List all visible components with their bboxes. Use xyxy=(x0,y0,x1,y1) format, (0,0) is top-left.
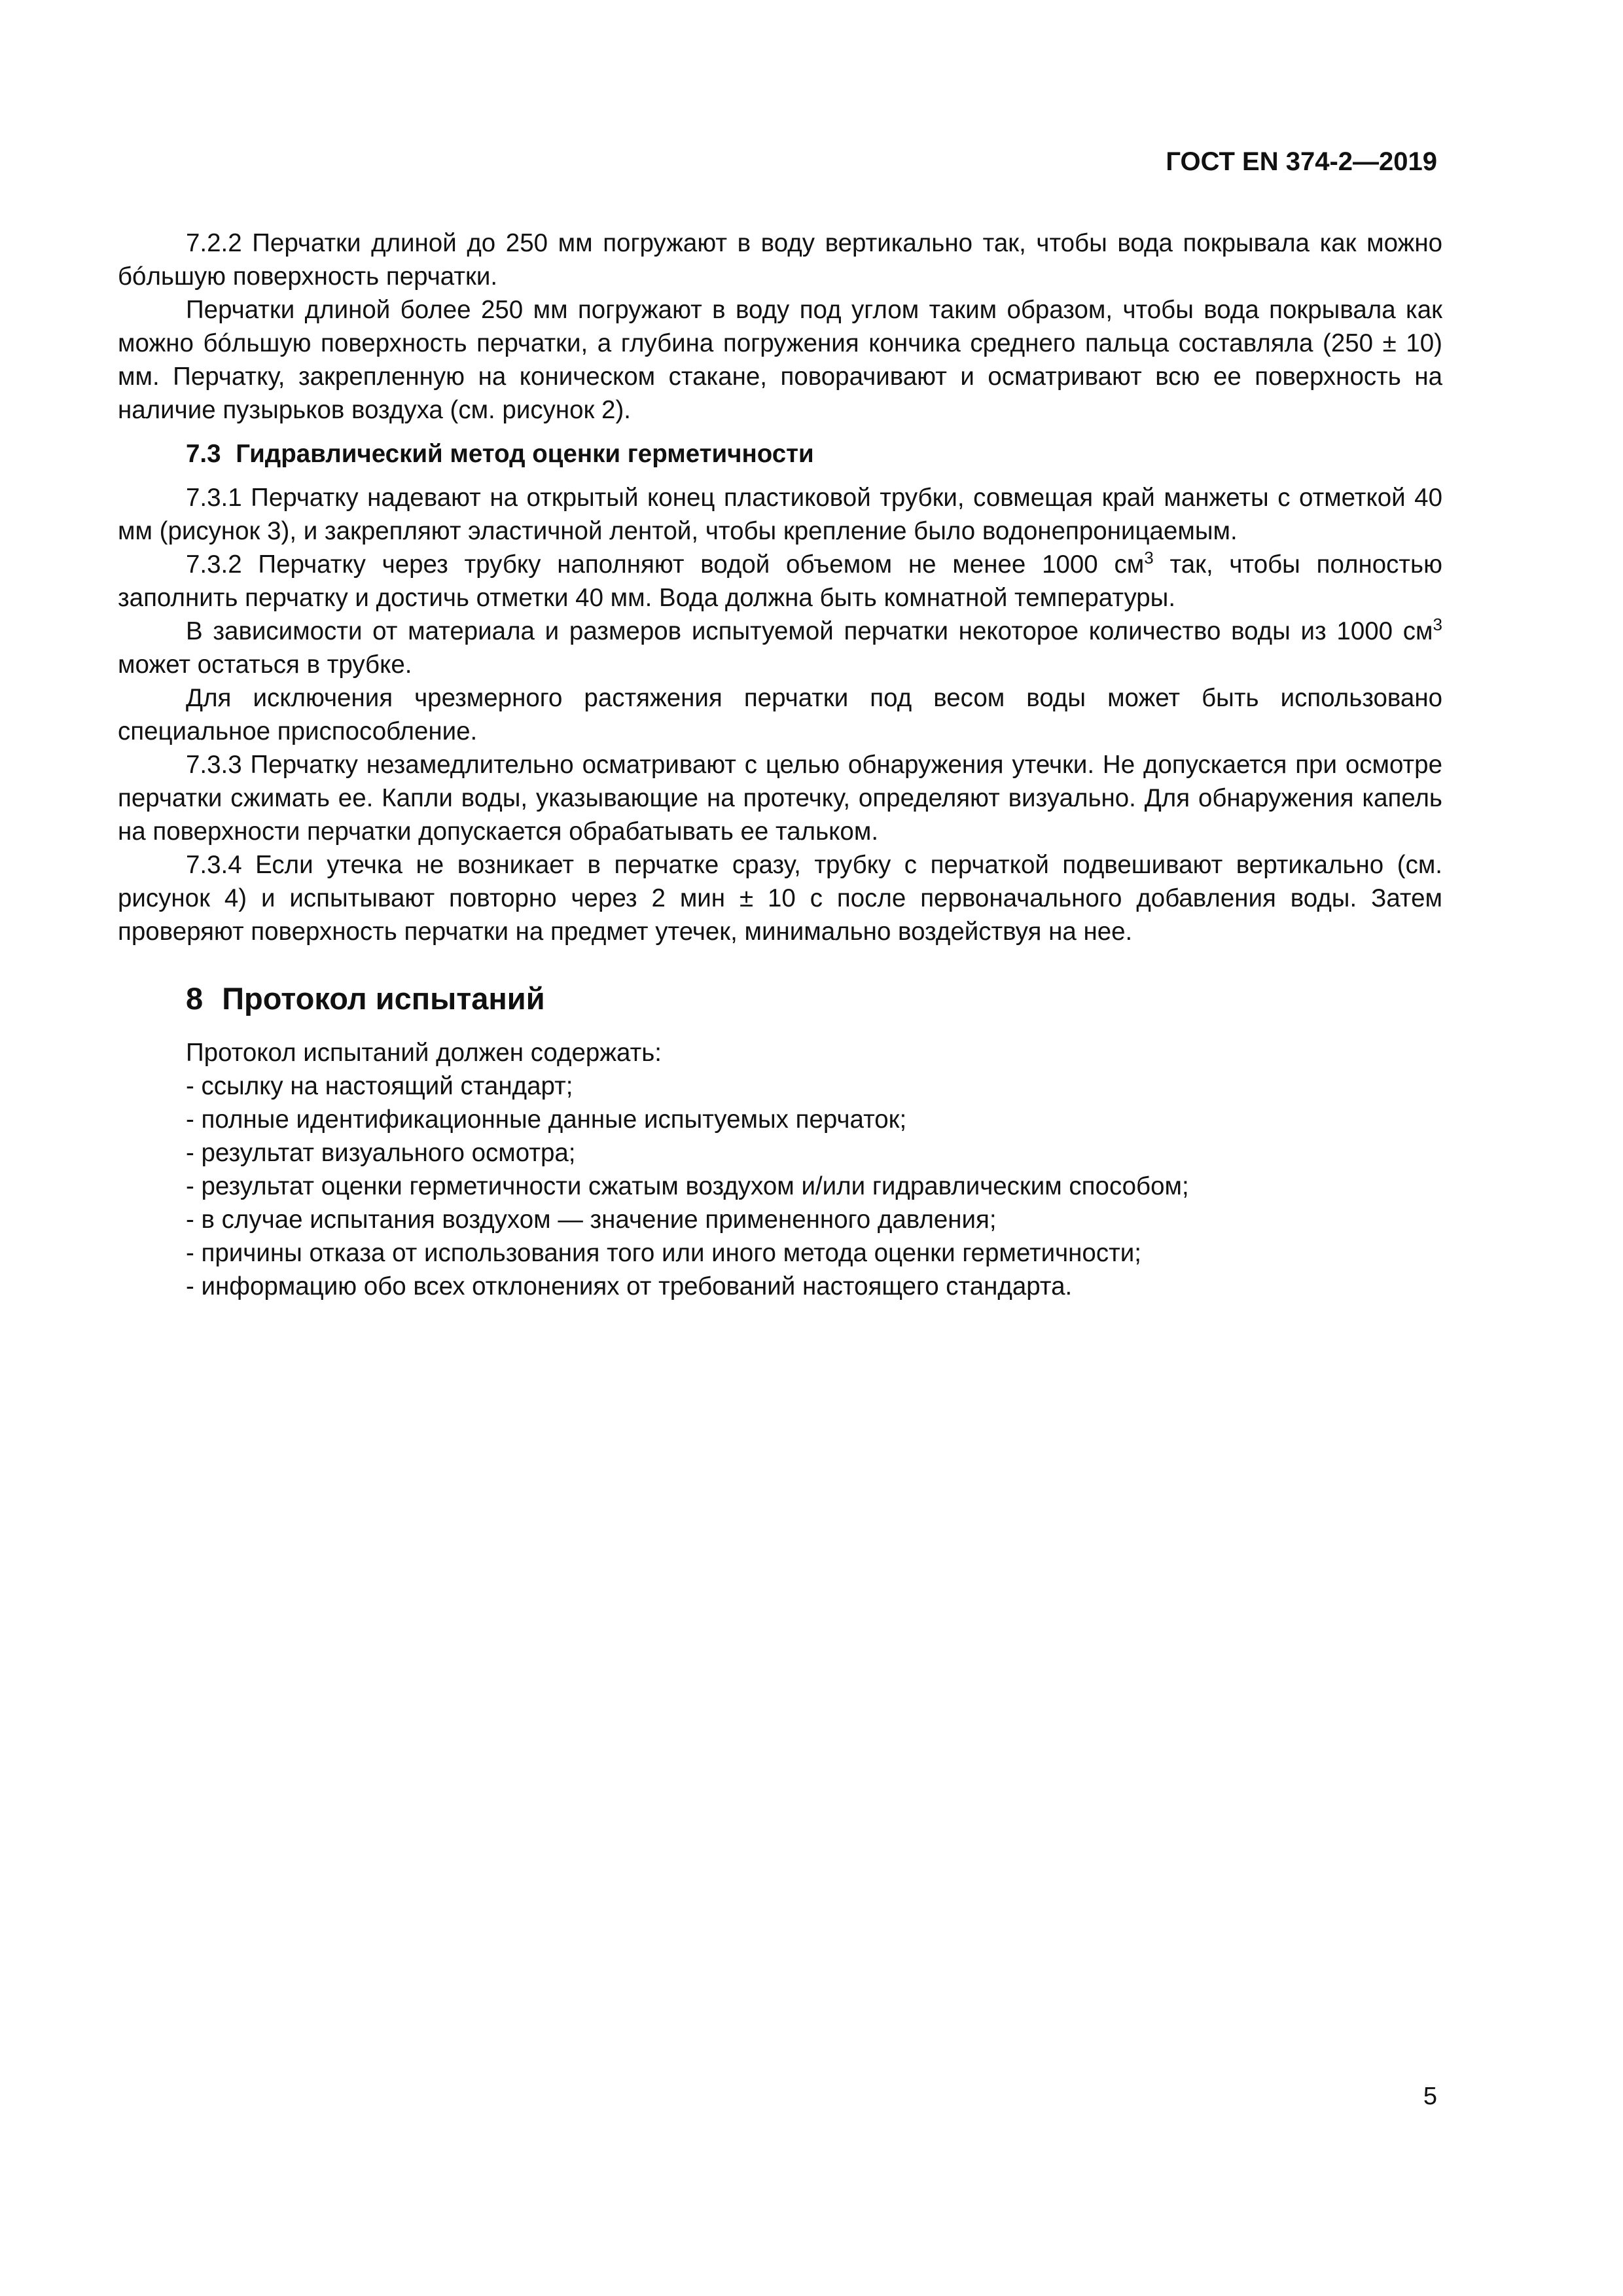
list-item: - результат визуального осмотра; xyxy=(186,1139,576,1167)
paragraph-7-3-2-b xyxy=(118,615,1442,681)
section-title: Протокол испытаний xyxy=(222,981,545,1016)
superscript: 3 xyxy=(1144,548,1154,568)
paragraph-7-2-2-b: Перчатки длиной более 250 мм погружают в воду под углом таким образом, чтобы вода покрывала как можно бóльшую поверхность перчатки, а глубина погружения кончика среднего пальца составляла (250 ± 10) мм. Перчатку, закрепленную на коническом стакане, поворачивают и осматривают всю ее поверхность на наличие пузырьков воздуха (см. рисунок 2). xyxy=(118,296,1442,424)
paragraph-7-3-2-c: Для исключения чрезмерного растяжения перчатки под весом воды может быть использовано специальное приспособление. xyxy=(118,684,1442,745)
paragraph-7-2-2-a: 7.2.2 Перчатки длиной до 250 мм погружают в воду вертикально так, чтобы вода покрывала как можно бóльшую поверхность перчатки. xyxy=(118,229,1442,291)
paragraph-text: 7.3.2 Перчатку через трубку наполняют водой объемом не менее 1000 см xyxy=(186,550,1145,579)
paragraph-text: так, чтобы полностью заполнить перчатку и достичь отметки 40 мм. Вода должна быть комнатной температуры. xyxy=(118,550,1442,612)
list-item: - результат оценки герметичности сжатым воздухом и/или гидравлическим способом; xyxy=(186,1172,1189,1200)
subsection-number: 7.3 xyxy=(186,440,221,468)
subsection-title: Гидравлический метод оценки герметичности xyxy=(236,440,814,468)
section-number: 8 xyxy=(186,981,204,1016)
paragraph-7-3-4: 7.3.4 Если утечка не возникает в перчатке сразу, трубку с перчаткой подвешивают вертикально (см. рисунок 4) и испытывают повторно через 2 мин ± 10 с после первоначального добавления воды. Затем проверяют поверхность перчатки на предмет утечек, минимально воздействуя на нее. xyxy=(118,851,1442,946)
document-code: ГОСТ EN 374-2—2019 xyxy=(1166,147,1437,176)
list-item: - полные идентификационные данные испытуемых перчаток; xyxy=(186,1105,907,1134)
section-heading-8 xyxy=(118,978,1442,1019)
list-item: - информацию обо всех отклонениях от требований настоящего стандарта. xyxy=(186,1272,1073,1300)
page-content xyxy=(118,226,1442,1303)
paragraph-7-3-2-a xyxy=(118,548,1442,615)
paragraph-text: может остаться в трубке. xyxy=(118,651,412,679)
list-item: - причины отказа от использования того или иного метода оценки герметичности; xyxy=(186,1239,1141,1267)
list-item: - в случае испытания воздухом — значение примененного давления; xyxy=(186,1206,997,1234)
list-intro: Протокол испытаний должен содержать: xyxy=(186,1039,662,1067)
paragraph-7-3-3: 7.3.3 Перчатку незамедлительно осматривают с целью обнаружения утечки. Не допускается при осмотре перчатки сжимать ее. Капли воды, указывающие на протечку, определяют визуально. Для обнаружения капель на поверхности перчатки допускается обрабатывать ее тальком. xyxy=(118,751,1442,846)
superscript: 3 xyxy=(1433,615,1442,635)
report-requirements-list xyxy=(118,1069,1442,1303)
page-number: 5 xyxy=(1423,2083,1437,2110)
list-item: - ссылку на настоящий стандарт; xyxy=(186,1072,573,1100)
paragraph-7-3-1: 7.3.1 Перчатку надевают на открытый конец пластиковой трубки, совмещая край манжеты с отметкой 40 мм (рисунок 3), и закрепляют эластичной лентой, чтобы крепление было водонепроницаемым. xyxy=(118,484,1442,545)
subsection-heading-7-3 xyxy=(118,437,1442,471)
paragraph-text: В зависимости от материала и размеров испытуемой перчатки некоторое количество воды из 1000 см xyxy=(186,617,1433,645)
